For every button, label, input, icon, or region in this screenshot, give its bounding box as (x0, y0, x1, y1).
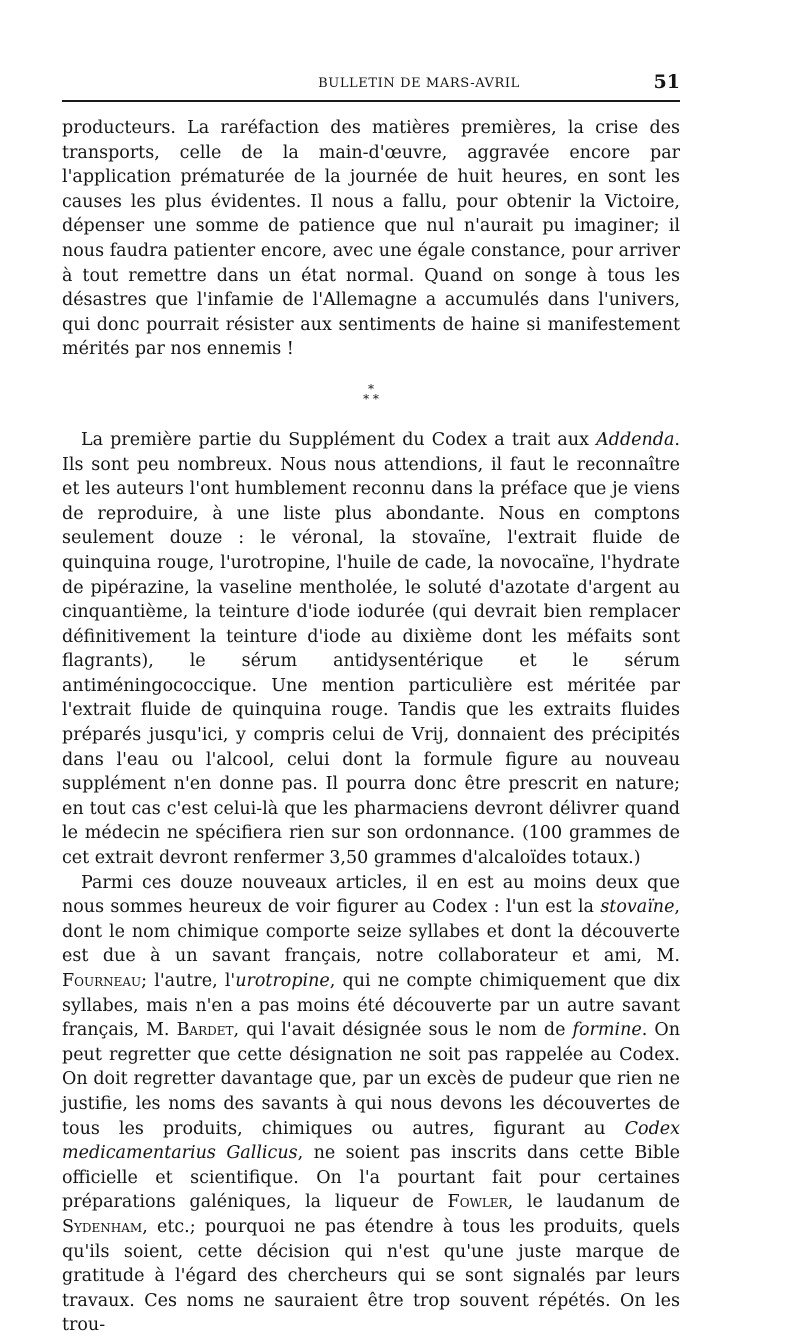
page-number: 51 (653, 71, 680, 93)
term-addenda: Addenda (596, 429, 675, 450)
name-fowler: Fowler (447, 1192, 508, 1213)
term-stovaine: stovaïne (600, 897, 675, 918)
paragraph-3-text-e: , qui l'avait désignée sous le nom de (233, 1020, 573, 1041)
paragraph-2-text-b: . Ils sont peu nombreux. Nous nous attendions, il faut le reconnaître et les auteurs l'ont humblement reconnu dans la préface que je viens de reproduire, à une liste plus abondante. Nous en comptons seulement douze : le véronal, la stovaïne, l'extrait fluide de quinquina rouge, l'urotropine, l'huile de cade, la novocaïne, l'hydrate de pipérazine, la vaseline mentholée, le soluté d'azotate d'argent au cinquantième, la teinture d'iode iodurée (qui devrait bien remplacer définitivement la teinture d'iode au dixième dont les méfaits sont flagrants), le sérum antidysentérique et le sérum antiméningococcique. Une mention particulière est méritée par l'extrait fluide de quinquina rouge. Tandis que les extraits fluides préparés jusqu'ici, y compris celui de Vrij, donnaient des précipités dans l'eau ou l'alcool, celui dont la formule figure au nouveau supplément n'en donne pas. Il pourra donc être prescrit en nature; en tout cas c'est celui-là que les pharmaciens devront délivrer quand le médecin ne spécifiera rien sur son ordonnance. (100 grammes de cet extrait devront renfermer 3,50 grammes d'alcaloïdes totaux.) (62, 429, 680, 869)
paragraph-2 (62, 428, 680, 871)
term-formine: formine (572, 1020, 642, 1041)
paragraph-3-text-h: , le laudanum de (507, 1192, 680, 1213)
name-bardet: Bardet (176, 1020, 234, 1041)
paragraph-3-text-d: , qui ne compte chimiquement que dix syllabes, mais n'en a pas moins été découverte par un autre savant français, M. (62, 971, 680, 1041)
term-urotropine: urotropine (235, 971, 330, 991)
running-title: BULLETIN DE MARS-AVRIL (318, 76, 520, 91)
running-header (62, 70, 680, 96)
term-codex-title: Codex medicamentarius Gallicus (62, 1118, 680, 1164)
name-fourneau: Fourneau (62, 971, 142, 991)
paragraph-3-text-a: Parmi ces douze nouveaux articles, il en est au moins deux que nous sommes heureux de voir figurer au Codex : l'un est la (62, 872, 680, 918)
name-sydenham: Sydenham (62, 1216, 143, 1237)
asterism-bottom: * * (363, 391, 379, 406)
header-rule (62, 100, 680, 102)
paragraph-3 (62, 871, 680, 1338)
paragraph-3-text-i: , etc.; pourquoi ne pas étendre à tous les produits, quels qu'ils soient, cette décision qui n'est qu'une juste marque de gratitude à l'égard des chercheurs qui se sont signalés par leurs travaux. Ces noms ne sauraient être trop souvent répétés. On les trou- (62, 1216, 680, 1336)
paragraph-1: producteurs. La raréfaction des matières premières, la crise des transports, celle de la main-d'œuvre, aggravée encore par l'application prématurée de la journée de huit heures, en sont les causes les plus évidentes. Il nous a fallu, pour obtenir la Victoire, dépenser une somme de patience que nul n'aurait pu imaginer; il nous faudra patienter encore, avec une égale constance, pour arriver à tout remettre dans un état normal. Quand on songe à tous les désastres que l'infamie de l'Allemagne a accumulés dans l'univers, qui donc pourrait résister aux sentiments de haine si manifestement mérités par nos ennemis ! (62, 118, 680, 360)
paragraph-3-text-b: , dont le nom chimique comporte seize syllabes et dont la découverte est due à un savant français, notre collaborateur et ami, M. (62, 897, 680, 967)
paragraph-3-text-g: , ne soient pas inscrits dans cette Bible officielle et scientifique. On l'a pourtant fait pour certaines préparations galéniques, la liqueur de (62, 1143, 680, 1213)
paragraph-3-text-c: ; l'autre, l' (141, 971, 236, 991)
paragraph-2-text-a: La première partie du Supplément du Codex a trait aux (81, 429, 597, 450)
document-page (62, 70, 680, 1338)
asterism-top: * (368, 381, 374, 396)
section-asterism (62, 362, 680, 428)
paragraph-3-text-f: . On peut regretter que cette désignation ne soit pas rappelée au Codex. On doit regretter davantage que, par un excès de pudeur que rien ne justifie, les noms des savants à qui nous devons les découvertes de tous les produits, chimiques ou autres, figurant au (62, 1020, 681, 1139)
